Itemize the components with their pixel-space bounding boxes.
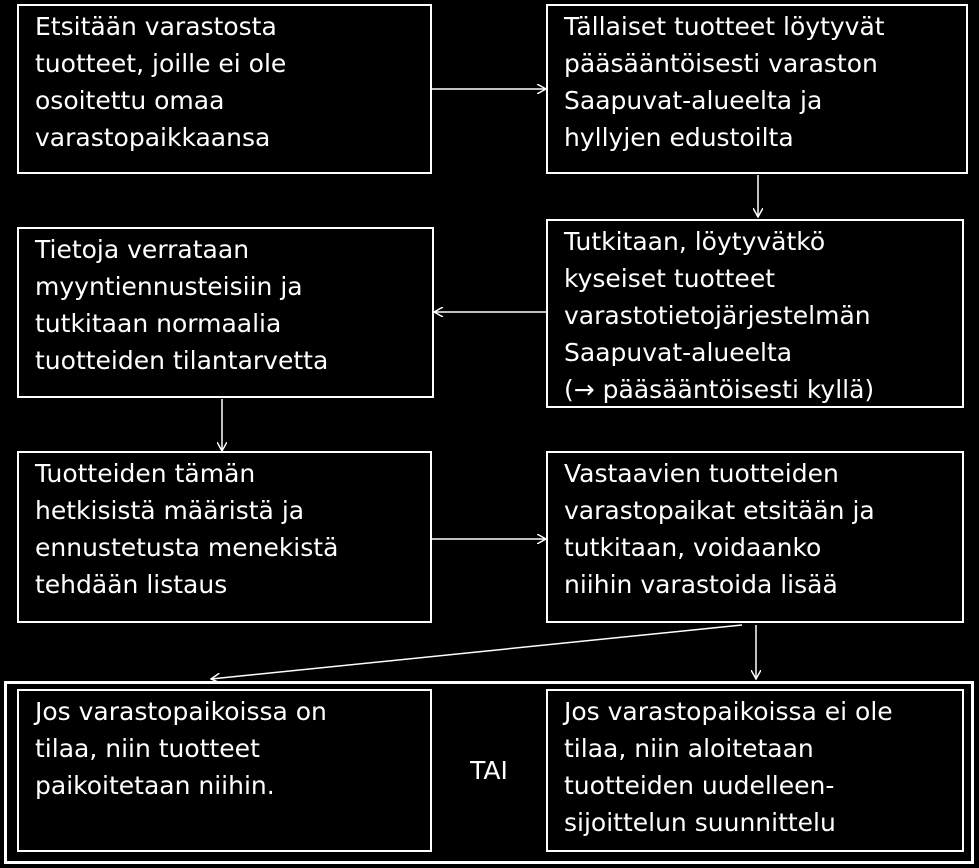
step-box-check-system: Tutkitaan, löytyvätkö kyseiset tuotteet varastotietojärjestelmän Saapuvat-alueelta (→ pääsääntöisesti kyllä) [546,219,964,408]
step-box-products-location: Tällaiset tuotteet löytyvät pääsääntöisesti varaston Saapuvat-alueelta ja hyllyjen edustoilta [546,4,968,174]
step-box-make-listing: Tuotteiden tämän hetkisistä määristä ja ennustetusta menekistä tehdään listaus [17,451,432,623]
or-label: TAI [470,756,508,785]
arrow-b6-to-b7 [211,625,742,679]
outcome-box-space-available: Jos varastopaikoissa on tilaa, niin tuotteet paikoitetaan niihin. [17,689,432,852]
step-box-compare-forecasts: Tietoja verrataan myyntiennusteisiin ja tutkitaan normaalia tuotteiden tilantarvetta [17,227,434,398]
step-box-find-products: Etsitään varastosta tuotteet, joille ei ole osoitettu omaa varastopaikkaansa [17,4,432,174]
step-box-check-locations: Vastaavien tuotteiden varastopaikat etsitään ja tutkitaan, voidaanko niihin varastoida lisää [546,451,964,623]
outcome-box-no-space: Jos varastopaikoissa ei ole tilaa, niin aloitetaan tuotteiden uudelleen- sijoittelun suunnittelu [546,689,964,852]
